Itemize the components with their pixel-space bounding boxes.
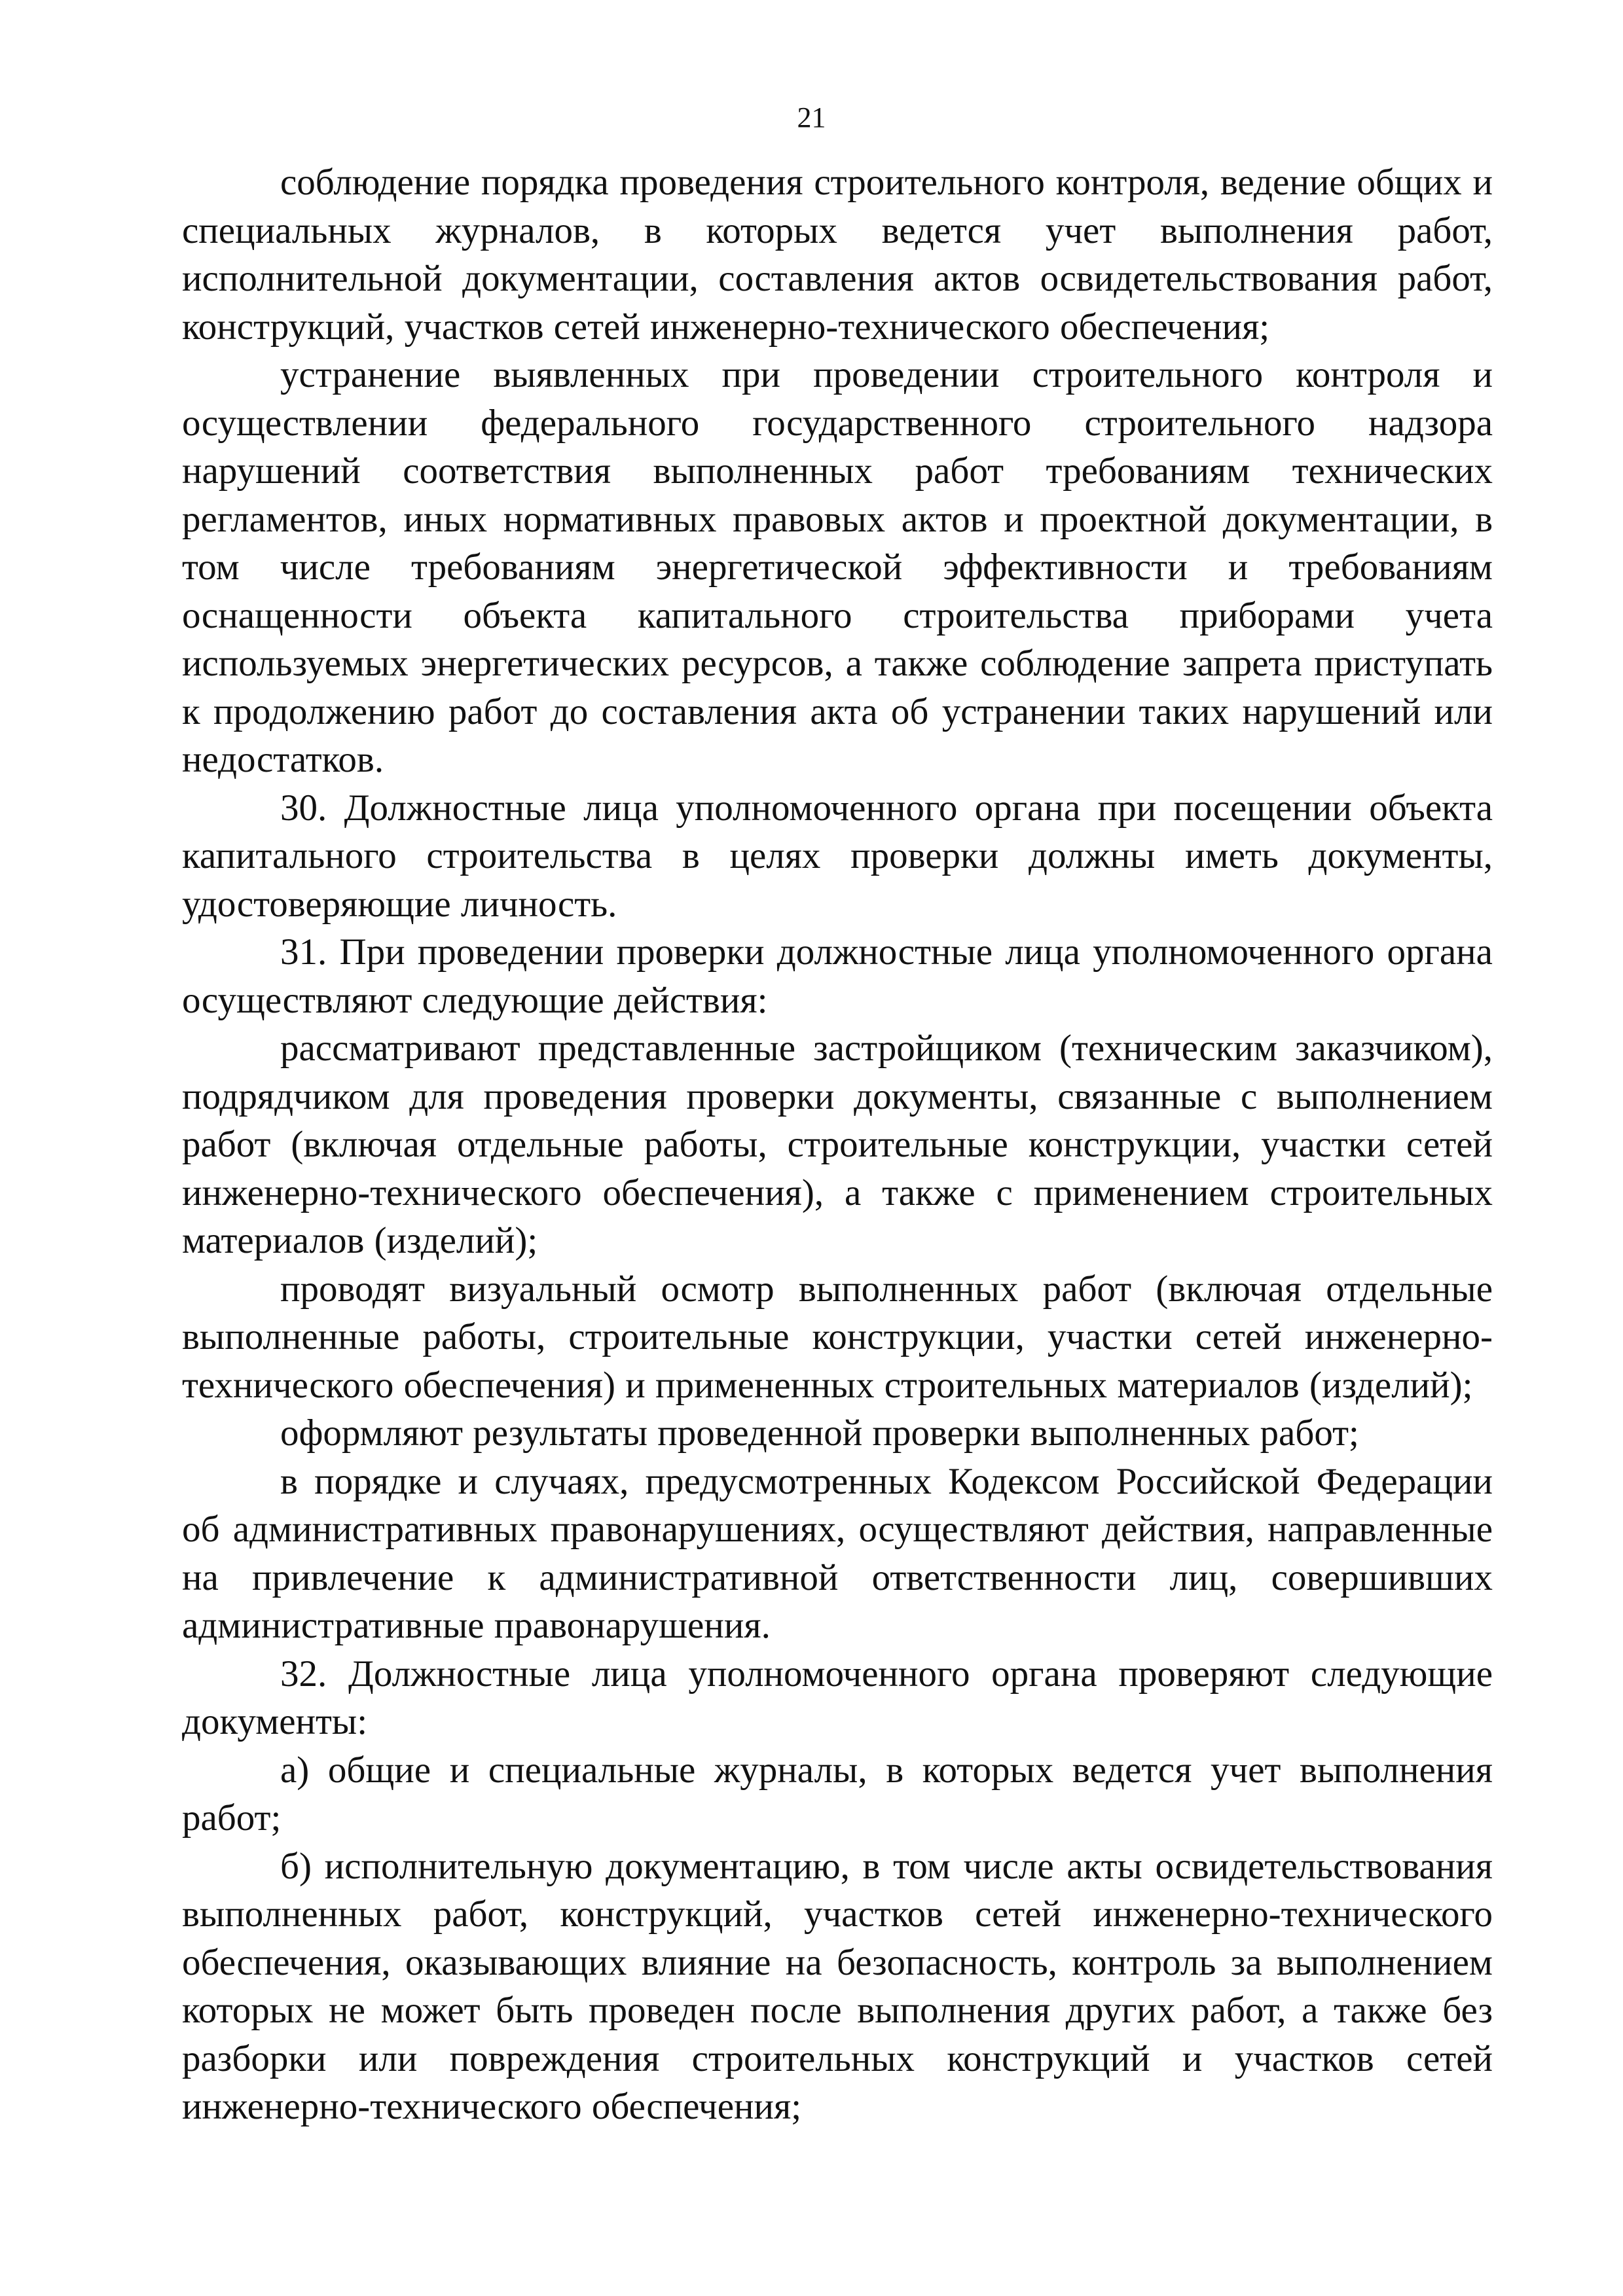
paragraph-administrative-actions: в порядке и случаях, предусмотренных Кодексом Российской Федерации об административных правонарушениях, осуществляют действия, направленные на привлечение к административной ответственности лиц, совершивших административные правонарушения. xyxy=(182,1460,1493,1646)
paragraph-item-31: 31. При проведении проверки должностные лица уполномоченного органа осуществляют следующие действия: xyxy=(182,931,1493,1021)
page-number: 21 xyxy=(797,101,826,134)
paragraph-item-30: 30. Должностные лица уполномоченного органа при посещении объекта капитального строительства в целях проверки должны иметь документы, удостоверяющие личность. xyxy=(182,787,1493,925)
paragraph-record-results: оформляют результаты проведенной проверки выполненных работ; xyxy=(280,1412,1359,1454)
paragraph-visual-inspection: проводят визуальный осмотр выполненных работ (включая отдельные выполненные работы, строительные конструкции, участки сетей инженерно-технического обеспечения) и примененных строительных материалов (изделий); xyxy=(182,1268,1493,1406)
paragraph-item-32-a: а) общие и специальные журналы, в которых ведется учет выполнения работ; xyxy=(182,1749,1493,1839)
document-body xyxy=(182,158,1493,2131)
paragraph-elimination-of-violations: устранение выявленных при проведении строительного контроля и осуществлении федерального государственного строительного надзора нарушений соответствия выполненных работ требованиям технических регламентов, иных нормативных правовых актов и проектной документации, в том числе требованиям энергетической эффективности и требованиям оснащенности объекта капитального строительства приборами учета используемых энергетических ресурсов, а также соблюдение запрета приступать к продолжению работ до составления акта об устранении таких нарушений или недостатков. xyxy=(182,354,1493,780)
paragraph-review-documents: рассматривают представленные застройщиком (техническим заказчиком), подрядчиком для проведения проверки документы, связанные с выполнением работ (включая отдельные работы, строительные конструкции, участки сетей инженерно-технического обеспечения), а также с применением строительных материалов (изделий); xyxy=(182,1028,1493,1261)
paragraph-construction-control-order: соблюдение порядка проведения строительного контроля, ведение общих и специальных журналов, в которых ведется учет выполнения работ, исполнительной документации, составления актов освидетельствования работ, конструкций, участков сетей инженерно-технического обеспечения; xyxy=(182,162,1493,348)
paragraph-item-32-b: б) исполнительную документацию, в том числе акты освидетельствования выполненных работ, конструкций, участков сетей инженерно-технического обеспечения, оказывающих влияние на безопасность, контроль за выполнением которых не может быть проведен после выполнения других работ, а также без разборки или повреждения строительных конструкций и участков сетей инженерно-технического обеспечения; xyxy=(182,1845,1493,2127)
paragraph-item-32: 32. Должностные лица уполномоченного органа проверяют следующие документы: xyxy=(182,1653,1493,1742)
